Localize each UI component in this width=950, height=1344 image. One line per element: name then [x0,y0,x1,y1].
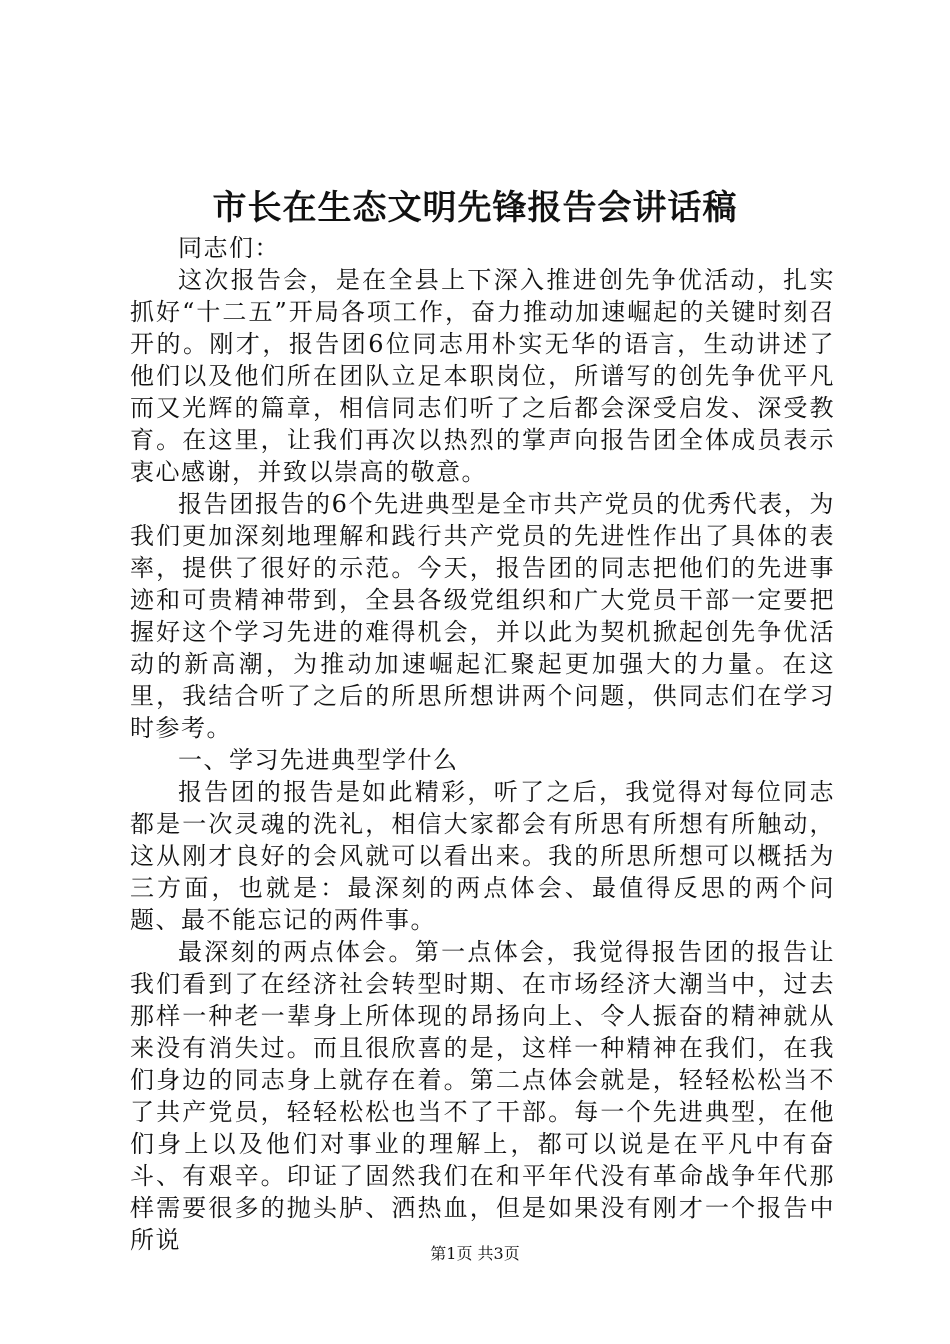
page-footer: 第1页 共3页 [430,1244,520,1263]
paragraph: 这次报告会，是在全县上下深入推进创先争优活动，扎实抓好“十二五”开局各项工作，奋力推动加速崛起的关键时刻召开的。刚才，报告团6位同志用朴实无华的语言，生动讲述了他们以及他们所在团队立足本职岗位，所谱写的创先争优平凡而又光辉的篇章，相信同志们听了之后都会深受启发、深受教育。在这里，让我们再次以热烈的掌声向报告团全体成员表示衷心感谢，并致以崇高的敬意。 [130,266,835,486]
paragraph: 报告团报告的6个先进典型是全市共产党员的优秀代表，为我们更加深刻地理解和践行共产党员的先进性作出了具体的表率，提供了很好的示范。今天，报告团的同志把他们的先进事迹和可贵精神带到，全县各级党组织和广大党员干部一定要把握好这个学习先进的难得机会，并以此为契机掀起创先争优活动的新高潮，为推动加速崛起汇聚起更加强大的力量。在这里，我结合听了之后的所思所想讲两个问题，供同志们在学习时参考。 [130,490,835,742]
paragraph: 最深刻的两点体会。第一点体会，我觉得报告团的报告让我们看到了在经济社会转型时期、在市场经济大潮当中，过去那样一种老一辈身上所体现的昂扬向上、令人振奋的精神就从来没有消失过。而且很欣喜的是，这样一种精神在我们，在我们身边的同志身上就存在着。第二点体会就是，轻轻松松当不了共产党员，轻轻松松也当不了干部。每一个先进典型，在他们身上以及他们对事业的理解上，都可以说是在平凡中有奋斗、有艰辛。印证了固然我们在和平年代没有革命战争年代那样需要很多的抛头胪、洒热血，但是如果没有刚才一个报告中所说 [130,938,835,1254]
section-heading: 一、学习先进典型学什么 [178,746,459,774]
document-body [130,232,835,1256]
paragraph-salutation: 同志们： [178,234,280,262]
document-title: 市长在生态文明先锋报告会讲话稿 [212,188,738,228]
paragraph: 报告团的报告是如此精彩，听了之后，我觉得对每位同志都是一次灵魂的洗礼，相信大家都会有所思有所想有所触动，这从刚才良好的会风就可以看出来。我的所思所想可以概括为三方面，也就是：最深刻的两点体会、最值得反思的两个问题、最不能忘记的两件事。 [130,778,835,934]
